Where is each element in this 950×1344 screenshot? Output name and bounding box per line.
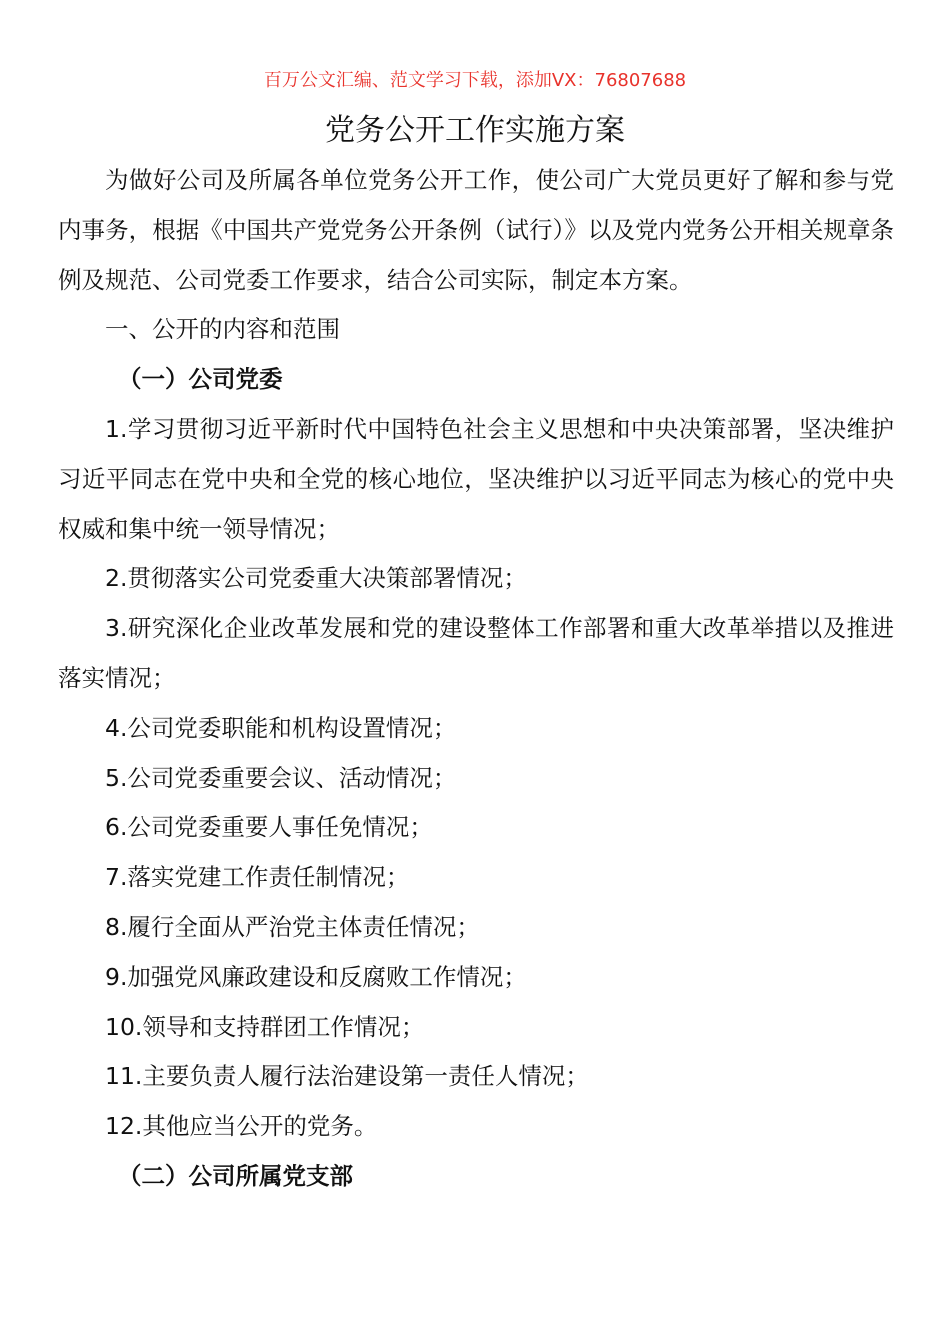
list-item: 6.公司党委重要人事任免情况； bbox=[105, 813, 433, 842]
subsection-heading-party-committee: （一）公司党委 bbox=[118, 365, 283, 394]
list-item: 2.贯彻落实公司党委重大决策部署情况； bbox=[105, 564, 527, 593]
section-heading-1: 一、公开的内容和范围 bbox=[105, 315, 340, 344]
document-body bbox=[58, 156, 894, 1202]
list-item: 1.学习贯彻习近平新时代中国特色社会主义思想和中央决策部署，坚决维护习近平同志在党中央和全党的核心地位，坚决维护以习近平同志为核心的党中央权威和集中统一领导情况； bbox=[58, 414, 894, 543]
list-item: 11.主要负责人履行法治建设第一责任人情况； bbox=[105, 1062, 589, 1091]
list-item: 12.其他应当公开的党务。 bbox=[105, 1112, 378, 1141]
list-item: 8.履行全面从严治党主体责任情况； bbox=[105, 912, 480, 941]
subsection-heading-branches: （二）公司所属党支部 bbox=[118, 1161, 353, 1190]
list-item: 7.落实党建工作责任制情况； bbox=[105, 863, 410, 892]
list-item: 5.公司党委重要会议、活动情况； bbox=[105, 763, 457, 792]
list-item: 10.领导和支持群团工作情况； bbox=[105, 1012, 425, 1041]
list-item: 4.公司党委职能和机构设置情况； bbox=[105, 713, 457, 742]
intro-paragraph: 为做好公司及所属各单位党务公开工作，使公司广大党员更好了解和参与党内事务，根据《中国共产党党务公开条例（试行）》以及党内党务公开相关规章条例及规范、公司党委工作要求，结合公司实际，制定本方案。 bbox=[58, 166, 894, 294]
list-item: 3.研究深化企业改革发展和党的建设整体工作部署和重大改革举措以及推进落实情况； bbox=[58, 614, 894, 692]
watermark-banner: 百万公文汇编、范文学习下载，添加VX：76807688 bbox=[263, 70, 687, 91]
list-item: 9.加强党风廉政建设和反腐败工作情况； bbox=[105, 962, 527, 991]
document-title: 党务公开工作实施方案 bbox=[325, 113, 625, 148]
